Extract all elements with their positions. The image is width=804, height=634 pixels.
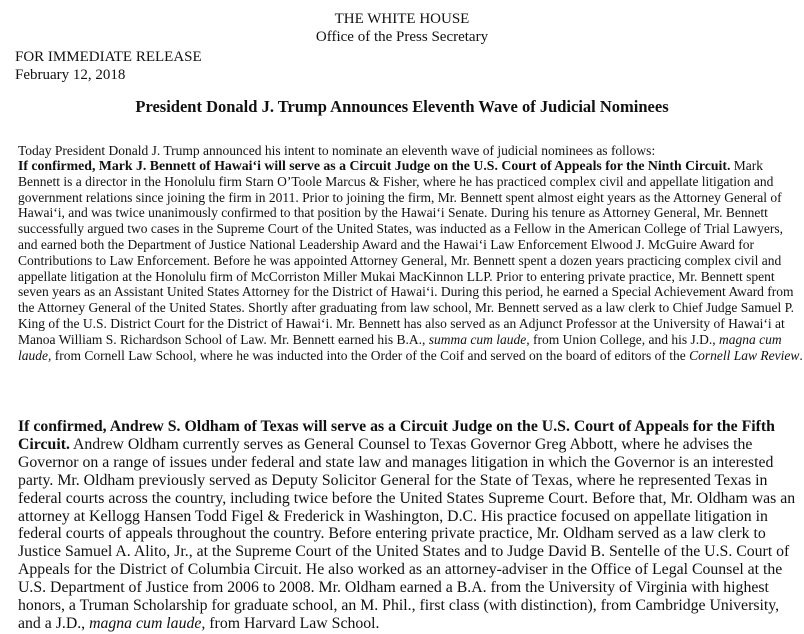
intro-paragraph: Today President Donald J. Trump announced his intent to nominate an eleventh wave of judicial nominees as follows: bbox=[18, 143, 656, 158]
nominee-body-text: from Union College, and his J.D., bbox=[529, 331, 720, 347]
nominee-body-text: from Cornell Law School, where he was inducted into the Order of the Coif and served on the board of editors of the bbox=[51, 347, 690, 363]
nominee-paragraph-oldham bbox=[18, 418, 804, 633]
release-block bbox=[15, 48, 202, 84]
nominee-body-text: Andrew Oldham currently serves as General Counsel to Texas Governor Greg Abbott, where he advises the Governor on a range of issues under federal and state law and manages litigation in which the Governor is an interested party. Mr. Oldham previously served as Deputy Solicitor General for the State of Texas, where he represented Texas in federal courts across the country, including twice before the United States Supreme Court. Before that, Mr. Oldham was an attorney at Kellogg Hansen Todd Figel & Frederick in Washington, D.C. His practice focused on appellate litigation in federal courts of appeals throughout the country. Before entering private practice, Mr. Oldham served as a law clerk to Justice Samuel A. Alito, Jr., at the Supreme Court of the United States and to Judge David B. Sentelle of the U.S. Court of Appeals for the District of Columbia Circuit. He also worked as an attorney-adviser in the Office of Legal Counsel at the U.S. Department of Justice from 2006 to 2008. Mr. Oldham earned a B.A. from the University of Virginia with highest honors, a Truman Scholarship for graduate school, an M. Phil., first class (with distinction), from Cambridge University, and a J.D., bbox=[18, 435, 796, 632]
header-office: Office of the Press Secretary bbox=[315, 29, 489, 45]
nominee-lead-oldham: If confirmed, Andrew S. Oldham of Texas will serve as a Circuit Judge on the U.S. Court of Appeals for the Fifth Circuit. bbox=[18, 418, 775, 453]
nominee-lead-bennett: If confirmed, Mark J. Bennett of Hawai‘i will serve as a Circuit Judge on the U.S. Court of Appeals for the Ninth Circuit. bbox=[18, 158, 731, 173]
nominee-paragraph-bennett bbox=[18, 158, 804, 363]
page-title: President Donald J. Trump Announces Eleventh Wave of Judicial Nominees bbox=[135, 97, 669, 116]
nominee-body-text: Mark Bennett is a director in the Honolulu firm Starn O’Toole Marcus & Fisher, where he has practiced complex civil and appellate litigation and government relations since joining the firm in 2011. Prior to joining the firm, Mr. Bennett spent almost eight years as the Attorney General of Hawai‘i, and was twice unanimously confirmed to that position by the Hawai‘i Senate. During his tenure as Attorney General, Mr. Bennett successfully argued two cases in the Supreme Court of the United States, was inducted as a Fellow in the American College of Trial Lawyers, and earned both the Department of Justice National Leadership Award and the Hawai‘i Law Enforcement Elwood J. McGuire Award for Contributions to Law Enforcement. Before he was appointed Attorney General, Mr. Bennett spent a dozen years practicing complex civil and appellate litigation at the Honolulu firm of McCorriston Miller Mukai MacKinnon LLP. Prior to entering private practice, Mr. Bennett spent seven years as an Assistant United States Attorney for the District of Hawai‘i. During this period, he earned a Special Achievement Award from the Attorney General of the United States. Shortly after graduating from law school, Mr. Bennett served as a law clerk to Chief Judge Samuel P. King of the U.S. District Court for the District of Hawai‘i. Mr. Bennett has also served as an Adjunct Professor at the University of Hawai‘i at Manoa William S. Richardson School of Law. Mr. Bennett earned his B.A., bbox=[18, 158, 795, 347]
nominee-body-text: from Harvard Law School. bbox=[205, 614, 380, 632]
header-org: THE WHITE HOUSE bbox=[334, 11, 470, 27]
honor-text: magna cum laude, bbox=[18, 331, 782, 363]
nominee-body-text: . bbox=[799, 347, 803, 363]
journal-name: Cornell Law Review bbox=[689, 347, 800, 363]
release-date: February 12, 2018 bbox=[15, 67, 126, 83]
honor-text: summa cum laude, bbox=[428, 331, 530, 347]
release-label: FOR IMMEDIATE RELEASE bbox=[15, 49, 202, 65]
honor-text: magna cum laude, bbox=[89, 614, 206, 632]
